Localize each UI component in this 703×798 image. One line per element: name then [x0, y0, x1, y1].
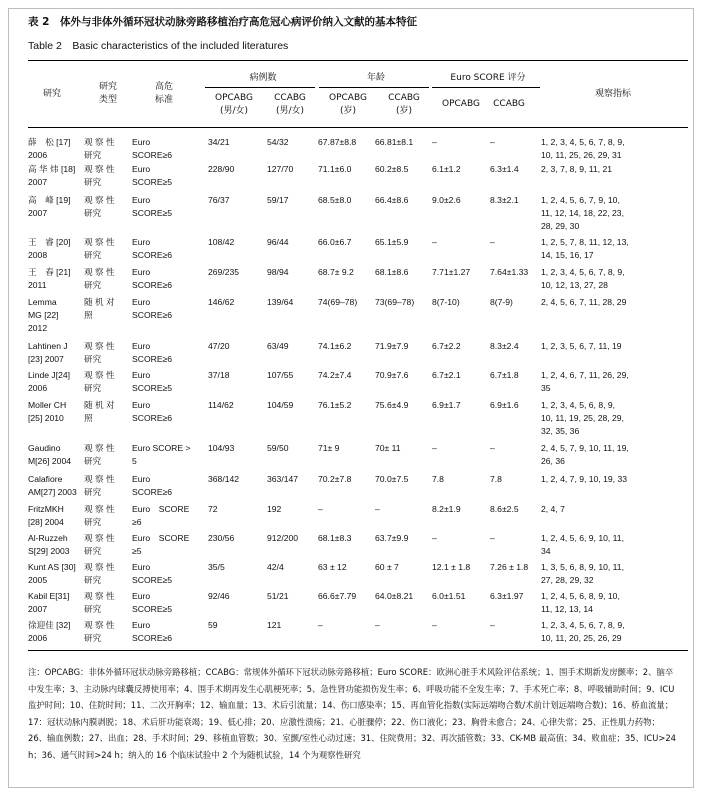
table-cell: 228/90: [208, 164, 235, 174]
header-cases-cc: CCABG (男/女): [274, 93, 306, 116]
table-cell: 70.2±7.8: [318, 474, 352, 484]
table-cell: 高 华 炜 [18] 2007: [28, 164, 76, 187]
cell-cases-cc: 54/32: [267, 137, 289, 147]
table-cell: 63.7±9.9: [375, 533, 409, 543]
table-cell: 观 察 性 研究: [84, 164, 115, 187]
header-euro-op: OPCABG: [442, 99, 480, 109]
table-cell: Euro SCORE≥6: [132, 341, 173, 364]
table-cell: 6.9±1.6: [490, 400, 519, 410]
table-cell: 75.6±4.9: [375, 400, 409, 410]
table-cell: 王 睿 [20] 2008: [28, 237, 71, 260]
table-cell: FritzMKH [28] 2004: [28, 504, 64, 527]
table-cell: 71.1±6.0: [318, 164, 352, 174]
table-cell: 7.64±1.33: [490, 267, 529, 277]
table-cell: 观 察 性 研究: [84, 195, 115, 218]
table-cell: 6.9±1.7: [432, 400, 461, 410]
table-cell: 观 察 性 研究: [84, 237, 115, 260]
table-cell: 42/4: [267, 562, 284, 572]
table-cell: 徐迎佳 [32] 2006: [28, 620, 71, 643]
table-cell: Lemma MG [22] 2012: [28, 297, 59, 333]
table-cell: Euro SCORE≥6: [132, 474, 173, 497]
table-cell: 1, 2, 4, 5, 6, 7, 9, 10, 11, 12, 14, 18, 22, 23, 28, 29, 30: [541, 195, 624, 231]
age-rule: [319, 87, 429, 88]
table-cell: 66.6±7.79: [318, 591, 357, 601]
table-cell: Euro SCORE≥6: [132, 620, 173, 643]
table-cell: 60.2±8.5: [375, 164, 409, 174]
table-cell: 74.2±7.4: [318, 370, 352, 380]
table-cell: 6.7±2.2: [432, 341, 461, 351]
table-cell: 8.3±2.1: [490, 195, 519, 205]
table-cell: Euro SCORE≥5: [132, 195, 173, 218]
table-cell: 73(69–78): [375, 297, 415, 307]
table-footnote: 注：OPCABG：非体外循环冠状动脉旁路移植；CCABG：常规体外循环下冠状动脉旁路移植；Euro SCORE：欧洲心脏手术风险评估系统；1、围手术期新发房颤率；2、脑卒中发生率；3、主动脉内球囊反搏使用率；4、围手术期再发生心肌梗死率；5、急性肾功能损伤发生率；6、呼吸功能不全发生率；7、手术死亡率；8、呼吸辅助时间；9、ICU 监护时间；10、住院时间；11、二次开胸率；12、输血量；13、术后引流量；14、伤口感染率；15、再血管化指数(实际远端吻合数/术前计划远端吻合数)；16、桥血流量；17：冠状动脉内膜剥脱；18、术后肝功能衰竭；19、低心排；20、应激性溃疡；21、心脏骤停；22、伤口液化；23、胸骨未愈合；24、心律失常；25、正性肌力药物；26、输血例数；27、出血；28、手术时间；29、移植血管数；30、室颤/室性心动过速；31、住院费用；32、再次插管数；33、CK-MB 最高值；34、败血症；35、ICU>24 h；36、通气时间>24 h；纳入的 16 个临床试验中 2 个为随机试验，14 个为观察性研究: [28, 667, 676, 760]
table-cell: –: [490, 443, 495, 453]
euro-rule: [432, 87, 540, 88]
table-cell: Euro SCORE ≥5: [132, 533, 190, 556]
table-cell: 108/42: [208, 237, 235, 247]
table-cell: –: [318, 504, 323, 514]
table-cell: 1, 2, 4, 5, 6, 8, 9, 10, 11, 12, 13, 14: [541, 591, 620, 614]
table-cell: 368/142: [208, 474, 240, 484]
table-cell: Euro SCORE ≥6: [132, 504, 190, 527]
table-cell: 146/62: [208, 297, 235, 307]
table-cell: Euro SCORE≥5: [132, 164, 173, 187]
table-cell: Kabil E[31] 2007: [28, 591, 70, 614]
table-cell: 观 察 性 研究: [84, 562, 115, 585]
table-cell: Euro SCORE≥5: [132, 562, 173, 585]
table-cell: 随 机 对 照: [84, 400, 115, 423]
cell-age-cc: 66.81±8.1: [375, 137, 414, 147]
table-cell: 104/93: [208, 443, 235, 453]
table-title-en: Table 2 Basic characteristics of the included literatures: [28, 40, 289, 52]
table-cell: 35/5: [208, 562, 225, 572]
table-cell: Euro SCORE≥6: [132, 400, 173, 423]
table-cell: 1, 2, 4, 5, 6, 9, 10, 11, 34: [541, 533, 624, 556]
table-cell: Moller CH [25] 2010: [28, 400, 67, 423]
cell-risk: Euro SCORE≥6: [132, 137, 173, 160]
table-cell: Calafiore AM[27] 2003: [28, 474, 77, 497]
table-cell: 8.3±2.4: [490, 341, 519, 351]
table-cell: 高 峰 [19] 2007: [28, 195, 71, 218]
table-cell: –: [432, 620, 437, 630]
table-cell: 8(7-9): [490, 297, 513, 307]
table-cell: 71± 9: [318, 443, 340, 453]
table-cell: 66.0±6.7: [318, 237, 352, 247]
table-cell: 114/62: [208, 400, 234, 410]
header-age-op: OPCABG (岁): [329, 93, 367, 116]
cell-study: 薛 松 [17] 2006: [28, 137, 71, 160]
header-study: 研究: [42, 89, 61, 99]
header-rule: [28, 127, 688, 128]
table-cell: 6.3±1.4: [490, 164, 519, 174]
table-cell: Euro SCORE≥6: [132, 237, 173, 260]
table-cell: –: [432, 533, 437, 543]
table-cell: 230/56: [208, 533, 235, 543]
table-cell: 观 察 性 研究: [84, 370, 115, 393]
table-cell: Euro SCORE≥6: [132, 267, 173, 290]
table-cell: –: [318, 620, 323, 630]
table-cell: Linde J[24] 2006: [28, 370, 71, 393]
table-cell: 12.1 ± 1.8: [432, 562, 471, 572]
header-indicators: 观察指标: [594, 89, 631, 99]
table-cell: 70.0±7.5: [375, 474, 409, 484]
header-risk: 高危 标准: [154, 82, 173, 105]
table-cell: Lahtinen J [23] 2007: [28, 341, 68, 364]
table-cell: 7.71±1.27: [432, 267, 471, 277]
table-cell: 51/21: [267, 591, 289, 601]
table-cell: 98/94: [267, 267, 289, 277]
table-cell: 59/17: [267, 195, 289, 205]
header-cases: 病例数: [249, 73, 277, 83]
table-cell: 1, 2, 4, 6, 7, 11, 26, 29, 35: [541, 370, 629, 393]
table-cell: 8(7-10): [432, 297, 460, 307]
table-cell: 观 察 性 研究: [84, 267, 115, 290]
table-cell: 269/235: [208, 267, 240, 277]
table-cell: –: [375, 620, 380, 630]
table-cell: Gaudino M[26] 2004: [28, 443, 71, 466]
table-cell: 1, 2, 3, 4, 5, 6, 8, 9, 10, 11, 19, 25, 28, 29, 32, 35, 36: [541, 400, 624, 436]
table-cell: 121: [267, 620, 282, 630]
table-cell: 363/147: [267, 474, 299, 484]
table-cell: 观 察 性 研究: [84, 474, 115, 497]
table-cell: 观 察 性 研究: [84, 341, 115, 364]
table-cell: Euro SCORE≥6: [132, 297, 173, 320]
bottom-rule: [28, 650, 688, 651]
cases-rule: [205, 87, 315, 88]
table-cell: 74.1±6.2: [318, 341, 352, 351]
table-cell: –: [432, 443, 437, 453]
table-cell: 68.7± 9.2: [318, 267, 354, 277]
cell-type: 观 察 性 研究: [84, 137, 115, 160]
table-cell: –: [490, 533, 495, 543]
table-cell: 107/55: [267, 370, 294, 380]
table-cell: 7.8: [432, 474, 444, 484]
table-cell: 192: [267, 504, 282, 514]
table-cell: 104/59: [267, 400, 294, 410]
table-cell: 1, 2, 4, 7, 9, 10, 19, 33: [541, 474, 628, 484]
table-cell: 观 察 性 研究: [84, 533, 115, 556]
table-cell: 139/64: [267, 297, 294, 307]
table-cell: 37/18: [208, 370, 230, 380]
table-cell: 2, 4, 5, 7, 9, 10, 11, 19, 26, 36: [541, 443, 629, 466]
table-cell: 8.6±2.5: [490, 504, 519, 514]
table-cell: –: [432, 237, 437, 247]
table-cell: 观 察 性 研究: [84, 620, 115, 643]
table-cell: –: [375, 504, 380, 514]
header-euro: Euro SCORE 评分: [450, 73, 526, 83]
table-cell: Euro SCORE≥5: [132, 591, 173, 614]
table-cell: 68.1±8.3: [318, 533, 352, 543]
table-cell: 7.26 ± 1.8: [490, 562, 529, 572]
table-cell: 74(69–78): [318, 297, 358, 307]
header-age-cc: CCABG (岁): [388, 93, 420, 116]
header-age: 年龄: [366, 73, 385, 83]
table-cell: 1, 2, 5, 7, 8, 11, 12, 13, 14, 15, 16, 17: [541, 237, 629, 260]
table-cell: 1, 2, 3, 4, 5, 6, 7, 8, 9, 10, 12, 13, 27, 28: [541, 267, 625, 290]
table-cell: 1, 2, 3, 4, 5, 6, 7, 8, 9, 10, 11, 20, 25, 26, 29: [541, 620, 625, 643]
table-cell: 6.0±1.51: [432, 591, 466, 601]
header-euro-cc: CCABG: [493, 99, 525, 109]
table-cell: –: [490, 237, 495, 247]
top-rule: [28, 60, 688, 61]
table-cell: 2, 4, 5, 6, 7, 11, 28, 29: [541, 297, 627, 307]
table-cell: 6.3±1.97: [490, 591, 524, 601]
table-cell: Kunt AS [30] 2005: [28, 562, 76, 585]
table-cell: Euro SCORE > 5: [132, 443, 191, 466]
table-cell: 8.2±1.9: [432, 504, 461, 514]
table-cell: 59/50: [267, 443, 289, 453]
table-cell: 71.9±7.9: [375, 341, 409, 351]
table-cell: 72: [208, 504, 218, 514]
table-cell: 6.1±1.2: [432, 164, 461, 174]
table-cell: 64.0±8.21: [375, 591, 414, 601]
table-cell: Euro SCORE≥5: [132, 370, 173, 393]
header-type: 研究 类型: [98, 82, 117, 105]
cell-euro-op: –: [432, 137, 437, 147]
header-cases-op: OPCABG (男/女): [215, 93, 253, 116]
table-cell: 6.7±1.8: [490, 370, 519, 380]
table-cell: 65.1±5.9: [375, 237, 409, 247]
table-cell: 63 ± 12: [318, 562, 347, 572]
table-title-cn: 表 2 体外与非体外循环冠状动脉旁路移植治疗高危冠心病评价纳入文献的基本特征: [28, 16, 417, 28]
table-cell: 6.7±2.1: [432, 370, 461, 380]
table-cell: 观 察 性 研究: [84, 504, 115, 527]
table-cell: 随 机 对 照: [84, 297, 115, 320]
table-cell: 92/46: [208, 591, 230, 601]
table-cell: 47/20: [208, 341, 230, 351]
table-cell: 76.1±5.2: [318, 400, 352, 410]
table-cell: 68.1±8.6: [375, 267, 409, 277]
table-cell: 70± 11: [375, 443, 401, 453]
table-cell: 1, 2, 3, 5, 6, 7, 11, 19: [541, 341, 622, 351]
cell-indicators: 1, 2, 3, 4, 5, 6, 7, 8, 9, 10, 11, 25, 26, 29, 31: [541, 137, 625, 160]
table-cell: 2, 4, 7: [541, 504, 565, 514]
table-cell: Al-Ruzzeh S[29] 2003: [28, 533, 70, 556]
table-cell: 70.9±7.6: [375, 370, 409, 380]
table-cell: 63/49: [267, 341, 289, 351]
table-cell: 912/200: [267, 533, 299, 543]
table-cell: 王 春 [21] 2011: [28, 267, 71, 290]
table-cell: 9.0±2.6: [432, 195, 461, 205]
table-cell: 60 ± 7: [375, 562, 399, 572]
cell-age-op: 67.87±8.8: [318, 137, 357, 147]
table-cell: 7.8: [490, 474, 502, 484]
table-cell: 观 察 性 研究: [84, 591, 115, 614]
table-cell: 68.5±8.0: [318, 195, 352, 205]
table-cell: 76/37: [208, 195, 230, 205]
table-cell: 2, 3, 7, 8, 9, 11, 21: [541, 164, 613, 174]
table-cell: 59: [208, 620, 218, 630]
table-cell: 66.4±8.6: [375, 195, 409, 205]
table-cell: –: [490, 620, 495, 630]
cell-euro-cc: –: [490, 137, 495, 147]
table-cell: 127/70: [267, 164, 294, 174]
cell-cases-op: 34/21: [208, 137, 230, 147]
table-cell: 1, 3, 5, 6, 8, 9, 10, 11, 27, 28, 29, 32: [541, 562, 624, 585]
table-cell: 96/44: [267, 237, 289, 247]
table-cell: 观 察 性 研究: [84, 443, 115, 466]
